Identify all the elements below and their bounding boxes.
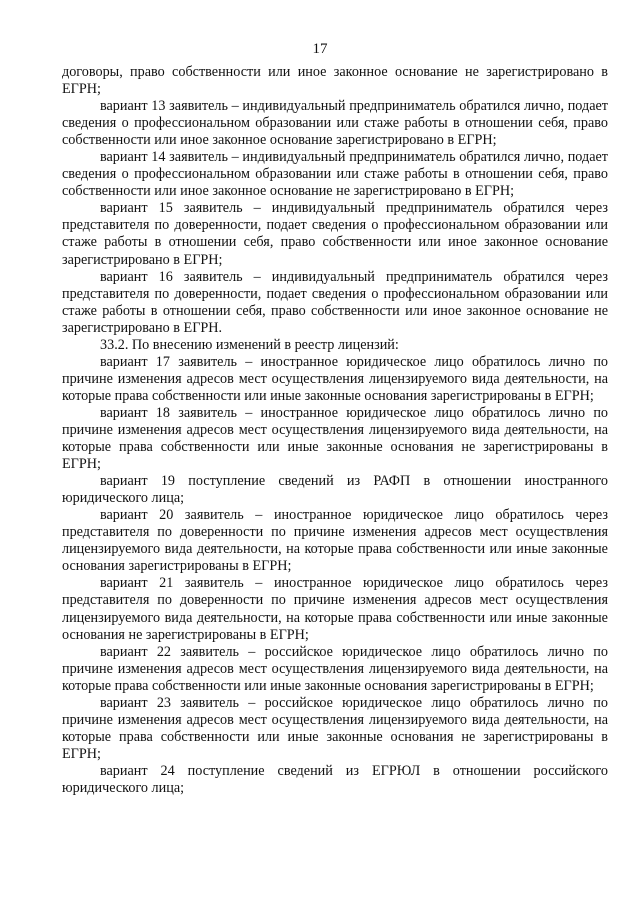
paragraph-variant-14: вариант 14 заявитель – индивидуальный предприниматель обратился лично, подает сведения о профессиональном образовании или стаже работы в отношении себя, право собственности или иное законное основание не зарегистрировано в ЕГРН; <box>62 149 608 200</box>
paragraph-variant-16: вариант 16 заявитель – индивидуальный предприниматель обратился через представителя по доверенности, подает сведения о профессиональном образовании или стаже работы в отношении себя, право собственности или иное законное основание не зарегистрировано в ЕГРН. <box>62 268 608 336</box>
paragraph-variant-24: вариант 24 поступление сведений из ЕГРЮЛ в отношении российского юридического лица; <box>62 762 608 796</box>
paragraph-continuation: договоры, право собственности или иное законное основание не зарегистрировано в ЕГРН; <box>62 64 608 98</box>
paragraph-variant-19: вариант 19 поступление сведений из РАФП в отношении иностранного юридического лица; <box>62 473 608 507</box>
paragraph-variant-13: вариант 13 заявитель – индивидуальный предприниматель обратился лично, подает сведения о профессиональном образовании или стаже работы в отношении себя, право собственности или иное законное основание зарегистрировано в ЕГРН; <box>62 98 608 149</box>
paragraph-variant-15: вариант 15 заявитель – индивидуальный предприниматель обратился через представителя по доверенности, подает сведения о профессиональном образовании или стаже работы в отношении себя, право собственности или иное законное основание зарегистрировано в ЕГРН; <box>62 200 608 268</box>
paragraph-variant-21: вариант 21 заявитель – иностранное юридическое лицо обратилось через представителя по доверенности по причине изменения адресов мест осуществления лицензируемого вида деятельности, на которые права собственности или иные законные основания не зарегистрированы в ЕГРН; <box>62 575 608 643</box>
paragraph-variant-18: вариант 18 заявитель – иностранное юридическое лицо обратилось лично по причине изменения адресов мест осуществления лицензируемого вида деятельности, на которые права собственности или иные законные основания не зарегистрированы в ЕГРН; <box>62 404 608 473</box>
paragraph-variant-22: вариант 22 заявитель – российское юридическое лицо обратилось лично по причине изменения адресов мест осуществления лицензируемого вида деятельности, на которые права собственности или иные законные основания зарегистрированы в ЕГРН; <box>62 643 608 694</box>
paragraph-variant-17: вариант 17 заявитель – иностранное юридическое лицо обратилось лично по причине изменения адресов мест осуществления лицензируемого вида деятельности, на которые права собственности или иные законные основания зарегистрированы в ЕГРН; <box>62 353 608 404</box>
section-heading-33-2: 33.2. По внесению изменений в реестр лицензий: <box>100 336 399 353</box>
document-body <box>62 64 608 797</box>
page-number: 17 <box>312 41 328 57</box>
paragraph-variant-20: вариант 20 заявитель – иностранное юридическое лицо обратилось через представителя по доверенности по причине изменения адресов мест осуществления лицензируемого вида деятельности, на которые права собственности или иные законные основания зарегистрированы в ЕГРН; <box>62 507 608 575</box>
paragraph-variant-23: вариант 23 заявитель – российское юридическое лицо обратилось лично по причине изменения адресов мест осуществления лицензируемого вида деятельности, на которые права собственности или иные законные основания не зарегистрированы в ЕГРН; <box>62 694 608 762</box>
